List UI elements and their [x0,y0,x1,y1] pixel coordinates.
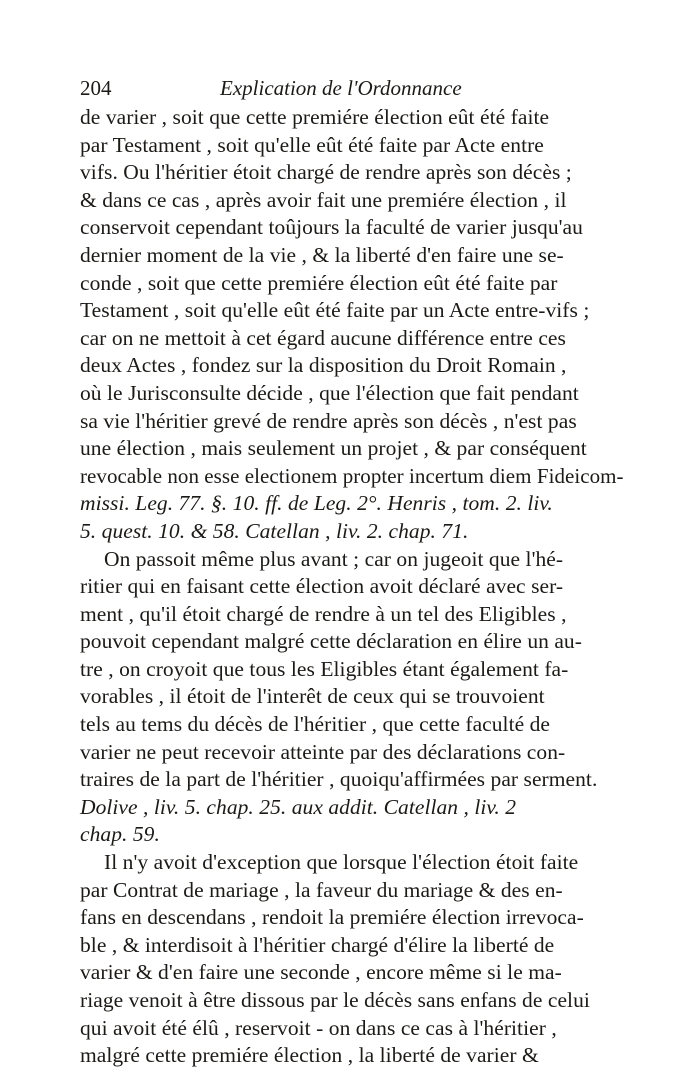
text-line: conservoit cependant toûjours la faculté de varier jusqu'au [80,215,583,240]
text-line: revocable non esse electionem propter incertum diem Fideicom- [80,463,624,488]
text-line: tels au tems du décès de l'héritier , que cette faculté de [80,712,551,737]
text-line: missi. Leg. 77. §. 10. ff. de Leg. 2°. Henris , tom. 2. liv. [80,491,553,516]
text-line: Testament , soit qu'elle eût été faite par un Acte entre-vifs ; [80,298,590,323]
text-line: pouvoit cependant malgré cette déclaration en élire un au- [80,629,582,654]
text-line: Il n'y avoit d'exception que lorsque l'élection étoit faite [104,850,579,875]
text-line: malgré cette premiére élection , la liberté de varier & [80,1043,539,1068]
text-line: sa vie l'héritier grevé de rendre après son décès , n'est pas [80,408,577,433]
page-number: 204 [80,76,112,100]
text-line: vifs. Ou l'héritier étoit chargé de rendre après son décès ; [80,160,572,185]
text-line: par Testament , soit qu'elle eût été faite par Acte entre [80,132,544,157]
text-line: & dans ce cas , après avoir fait une premiére élection , il [80,187,567,212]
text-line: traires de la part de l'héritier , quoiqu'affirmées par serment. [80,767,598,792]
text-line: deux Actes , fondez sur la disposition du Droit Romain , [80,353,567,378]
text-line: Dolive , liv. 5. chap. 25. aux addit. Catellan , liv. 2 [80,794,517,819]
text-line: conde , soit que cette premiére élection eût été faite par [80,270,558,295]
text-line: vorables , il étoit de l'interêt de ceux qui se trouvoient [80,684,545,709]
text-line: varier ne peut recevoir atteinte par des déclarations con- [80,739,566,764]
text-line: où le Jurisconsulte décide , que l'élection que fait pendant [80,380,579,405]
text-line: une élection , mais seulement un projet , & par conséquent [80,436,587,461]
text-line: varier & d'en faire une seconde , encore même si le ma- [80,960,562,985]
text-line: par Contrat de mariage , la faveur du mariage & des en- [80,877,563,902]
body-text [80,104,628,1070]
text-line: 5. quest. 10. & 58. Catellan , liv. 2. chap. 71. [80,518,469,543]
page-header [80,76,640,100]
text-line: de varier , soit que cette premiére élection eût été faite [80,105,550,129]
text-line: tre , on croyoit que tous les Eligibles étant également fa- [80,656,569,681]
text-line: fans en descendans , rendoit la premiére élection irrevoca- [80,905,584,930]
running-title: Explication de l'Ordonnance [220,76,462,100]
text-line: On passoit même plus avant ; car on jugeoit que l'hé- [104,546,564,571]
text-line: car on ne mettoit à cet égard aucune différence entre ces [80,325,566,350]
text-line: ble , & interdisoit à l'héritier chargé d'élire la liberté de [80,932,555,957]
text-line: ritier qui en faisant cette élection avoit déclaré avec ser- [80,574,564,599]
text-line: riage venoit à être dissous par le décès sans enfans de celui [80,988,590,1012]
text-line: chap. 59. [80,822,160,847]
text-line: ment , qu'il étoit chargé de rendre à un tel des Eligibles , [80,601,567,626]
text-line: qui avoit été élû , reservoit - on dans ce cas à l'héritier , [80,1015,557,1040]
text-line: dernier moment de la vie , & la liberté d'en faire une se- [80,242,564,267]
